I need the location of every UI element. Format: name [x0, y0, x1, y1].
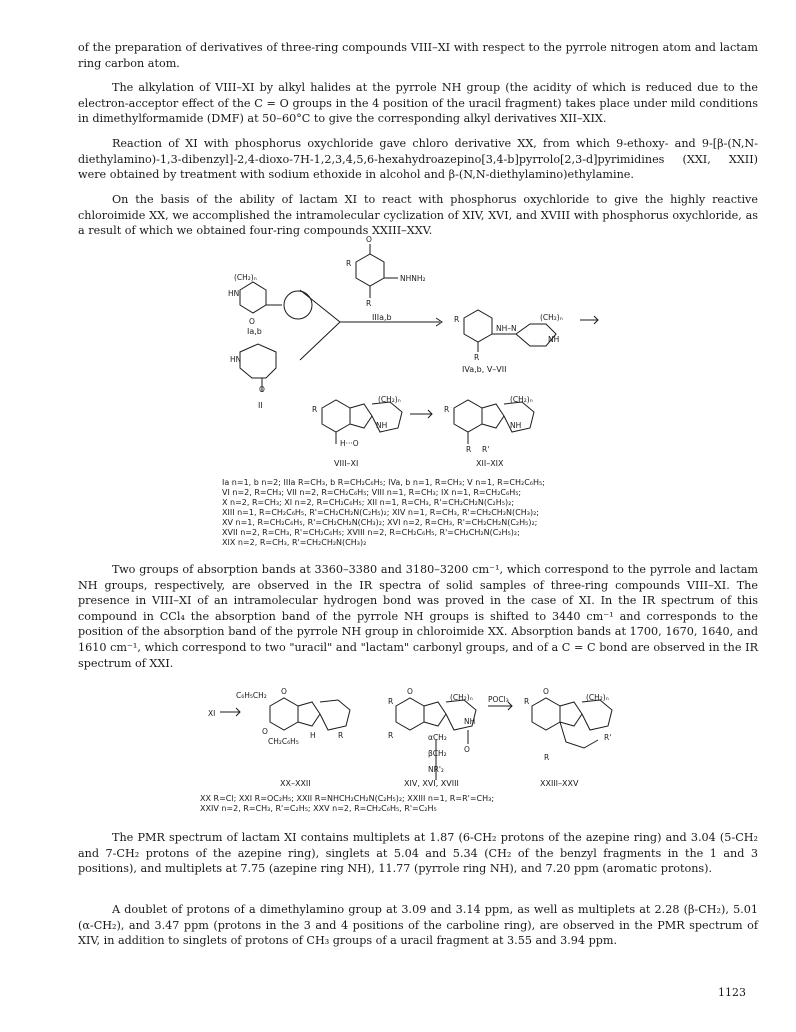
caption-line: XV n=1, R=CH₂C₆H₅, R'=CH₂CH₂N(CH₃)₂; XVI n=2, R=CH₃, R'=CH₂CH₂N(C₂H₅)₂;	[222, 518, 538, 527]
nr2-label: NR'₂	[428, 765, 444, 774]
nhn-label: NH–N	[496, 324, 517, 333]
r-label-xiv-bottom: R	[388, 731, 394, 740]
compound-xii-label: XII–XIX	[476, 459, 504, 468]
hdots-label: H···O	[340, 439, 359, 448]
r-label-xxiii: R	[524, 697, 530, 706]
ch2n-label-ia: (CH₂)ₙ	[234, 273, 257, 282]
ch2n-label-viii: (CH₂)ₙ	[378, 395, 401, 404]
nhnh2-label: NHNH₂	[400, 274, 426, 283]
o-label-xiv-top: O	[407, 687, 413, 696]
compound-xx-label: XX–XXII	[280, 779, 311, 788]
nh-label-iva: NH	[548, 335, 560, 344]
xi-label: XI	[208, 709, 216, 718]
o-label-xx-top: O	[281, 687, 287, 696]
r-label-xii: R	[444, 405, 450, 414]
caption-line: Ia n=1, b n=2; IIIa R=CH₃, b R=CH₂C₆H₅; IVa, b n=1, R=CH₃; V n=1, R=CH₂C₆H₅;	[222, 478, 545, 487]
r-label-iiia: R	[346, 259, 352, 268]
compound-iiia-label: IIIa,b	[372, 313, 392, 322]
caption-line: XIII n=1, R=CH₂C₆H₅, R'=CH₂CH₂N(C₂H₅)₂; XIV n=1, R=CH₃, R'=CH₂CH₂N(CH₃)₂;	[222, 508, 539, 517]
r-label-xx: R	[338, 731, 344, 740]
paragraph-7: A doublet of protons of a dimethylamino group at 3.09 and 3.14 ppm, as well as multiplets at 2.28 (β-CH₂), 5.01 (α-CH₂), and 3.47 ppm (protons in the 3 and 4 positions of the carboline ring), are observed in the PMR spectrum of XIV, in addition to singlets of protons of CH₃ groups of a uracil fragment at 3.55 and 3.94 ppm.	[78, 903, 758, 948]
h-label-xx: H	[310, 731, 316, 740]
ch2n-label-xii: (CH₂)ₙ	[510, 395, 533, 404]
o-label-iiia-top: O	[366, 235, 372, 244]
caption-line: XIX n=2, R=CH₃, R'=CH₂CH₂N(CH₃)₂	[222, 538, 367, 547]
r-label-xiv: R	[388, 697, 394, 706]
o-label-ia: O	[249, 317, 255, 326]
ch2n-label-xiv: (CH₂)ₙ	[450, 693, 473, 702]
rp-label-xxiii: R'	[604, 733, 612, 742]
r-label-xii-bottom: R	[466, 445, 472, 454]
scheme-2-caption	[200, 794, 620, 814]
page-number: 1123	[718, 986, 746, 999]
nh-label-viii: NH	[376, 421, 388, 430]
alpha-ch2-label: αCH₂	[428, 733, 447, 742]
r-label-iva: R	[454, 315, 460, 324]
paragraph-6: The PMR spectrum of lactam XI contains multiplets at 1.87 (6-CH₂ protons of the azepine ring) and 3.04 (5-CH₂ and 7-CH₂ protons of the azepine ring), singlets at 5.04 and 5.34 (CH₂ of the benzyl fragments in the 1 and 3 positions), and multiplets at 7.75 (azepine ring NH), 11.77 (pyrrole ring NH), and 7.20 ppm (aromatic protons).	[78, 831, 758, 876]
nh-label-xiv: NH	[464, 717, 476, 726]
compound-xiv-label: XIV, XVI, XVIII	[404, 779, 459, 788]
compound-xxiii-label: XXIII–XXV	[540, 779, 579, 788]
paragraph-2: The alkylation of VIII–XI by alkyl halides at the pyrrole NH group (the acidity of which is reduced due to the electron-acceptor effect of the C = O groups in the 4 position of the uracil fragment) takes place under mild conditions in dimethylformamide (DMF) at 50–60°C to give the corresponding alkyl derivatives XII–XIX.	[78, 81, 758, 126]
caption-line: X n=2, R=CH₃; XI n=2, R=CH₂C₆H₅; XII n=1, R=CH₃, R'=CH₂CH₂N(C₂H₅)₂;	[222, 498, 515, 507]
o-label-xxiii-top: O	[543, 687, 549, 696]
r-label-xxiii-bottom: R	[544, 753, 550, 762]
paragraph-4: On the basis of the ability of lactam XI to react with phosphorus oxychloride to give the highly reactive chloroimide XX, we accomplished the intramolecular cyclization of XIV, XVI, and XVIII with phosphorus oxychloride, as a result of which we obtained four-ring compounds XXIII–XXV.	[78, 193, 758, 238]
caption-line: XVII n=2, R=CH₃, R'=CH₂C₆H₅; XVIII n=2, R=CH₂C₆H₅, R'=CH₂CH₂N(C₂H₅)₂;	[222, 528, 520, 537]
hn-label-ia: HN	[228, 289, 240, 298]
benzyl-label-bottom: CH₂C₆H₅	[268, 737, 299, 746]
ch2n-label-iva: (CH₂)ₙ	[540, 313, 563, 322]
compound-viii-label: VIII–XI	[334, 459, 359, 468]
r-label-viii: R	[312, 405, 318, 414]
ch2n-label-xxiii: (CH₂)ₙ	[586, 693, 609, 702]
compound-ia-label: Ia,b	[247, 327, 262, 336]
hn-label-ii: HN	[230, 355, 242, 364]
paragraph-1: of the preparation of derivatives of three-ring compounds VIII–XI with respect to the pyrrole nitrogen atom and lactam ring carbon atom.	[78, 41, 758, 70]
compound-ii-label: II	[258, 401, 263, 410]
beta-ch2-label: βCH₂	[428, 749, 447, 758]
paragraph-5: Two groups of absorption bands at 3360–3380 and 3180–3200 cm⁻¹, which correspond to the pyrrole and lactam NH groups, respectively, are observed in the IR spectra of solid samples of three-ring compounds VIII–XI. The presence in VIII–XI of an intramolecular hydrogen bond was proved in the case of XI. In the IR spectrum of this compound in CCl₄ the absorption band of the pyrrole NH groups is shifted to 3440 cm⁻¹ and corresponds to the position of the absorption band of the pyrrole NH group in chloroimide XX. Absorption bands at 1700, 1670, 1640, and 1610 cm⁻¹, which correspond to two "uracil" and "lactam" carbonyl groups, and of a C = C bond are observed in the IR spectrum of XXI.	[78, 563, 758, 670]
caption-line: XX R=Cl; XXI R=OC₂H₅; XXII R=NHCH₂CH₂N(C₂H₅)₂; XXIII n=1, R=R'=CH₃;	[200, 794, 495, 803]
caption-line: VI n=2, R=CH₃; VII n=2, R=CH₂C₆H₅; VIII n=1, R=CH₃; IX n=1, R=CH₂C₆H₅;	[222, 488, 522, 497]
o-label-xx-left: O	[262, 727, 268, 736]
nh-label-xii: NH	[510, 421, 522, 430]
o-label-ii: O	[259, 385, 265, 394]
benzyl-label-top: C₆H₅CH₂	[236, 691, 267, 700]
r-label-iiia-bottom: R	[366, 299, 372, 308]
paragraph-3: Reaction of XI with phosphorus oxychloride gave chloro derivative XX, from which 9-ethoxy- and 9-[β-(N,N-diethylamino)-1,3-dibenzyl]-2,4-dioxo-7H-1,2,3,4,5,6-hexahydroazepino[3,4-b]pyrrolo[2,3-d]pyrimidines (XXI, XXII) were obtained by treatment with sodium ethoxide in alcohol and β-(N,N-diethylamino)ethylamine.	[78, 137, 758, 182]
r-label-iva-bottom: R	[474, 353, 480, 362]
caption-line: XXIV n=2, R=CH₃, R'=C₂H₅; XXV n=2, R=CH₂C₆H₅, R'=C₂H₅	[200, 804, 437, 813]
compound-iva-label: IVa,b, V–VII	[462, 365, 507, 374]
pocl3-label: POCl₃	[488, 695, 509, 704]
rp-label-xii: R'	[482, 445, 490, 454]
o-label-xiv-bottom: O	[464, 745, 470, 754]
